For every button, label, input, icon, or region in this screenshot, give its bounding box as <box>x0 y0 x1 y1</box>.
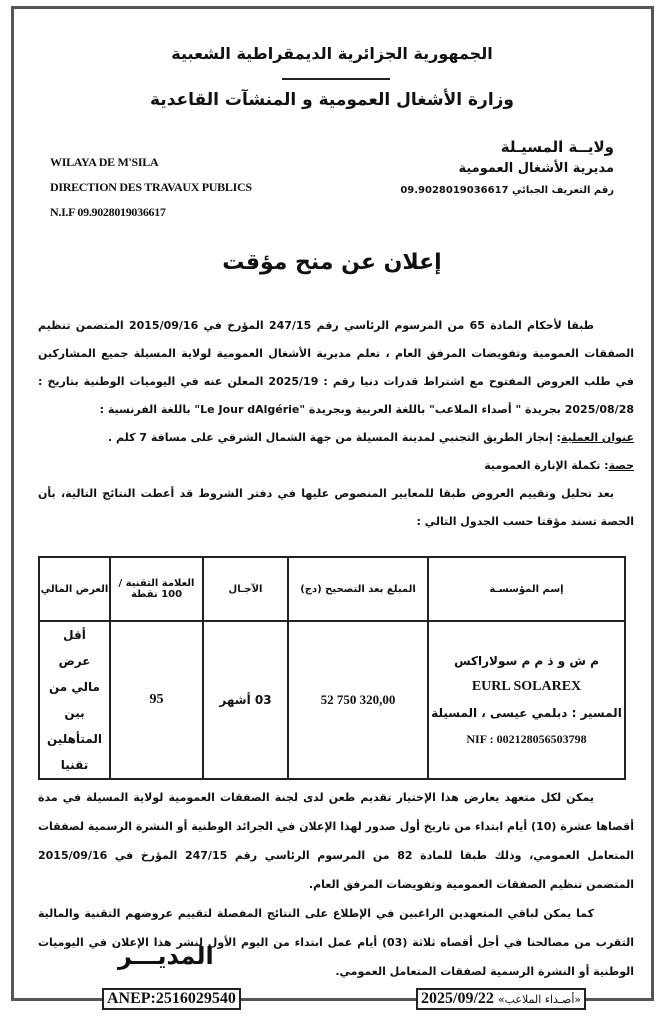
table-header-row <box>39 557 625 621</box>
header-score: العلامة التقنية / 100 نقطة <box>110 557 203 621</box>
nif-ar: رقم التعريف الجبائي 09.9028019036617 <box>400 185 614 196</box>
header-rule <box>282 78 390 80</box>
ministry-header: وزارة الأشغال العمومية و المنشآت القاعدية <box>150 90 514 110</box>
nif-fr: N.I.F 09.9028019036617 <box>50 205 166 219</box>
header-financial: العرض المالي <box>39 557 110 621</box>
french-letterhead <box>50 150 252 225</box>
delay-cell: 03 أشهر <box>203 621 288 779</box>
company-name-ar: م ش و ذ م م سولاراكس <box>454 654 599 668</box>
results-intro: بعد تحليل وتقييم العروض طبقا للمعايير المنصوص عليها في دفتر الشروط قد أعطت النتائج التالية، بأن الحصة تسند مؤقتا حسب الجدول التالي : <box>38 487 634 528</box>
operation-text: : إنجاز الطريق التجنبي لمدينة المسيلة من جهة الشمال الشرقي على مسافة 7 كلم . <box>107 431 561 444</box>
publication-stamp <box>416 988 586 1010</box>
company-nif: NIF : 002128056503798 <box>466 732 587 746</box>
intro-paragraph: طبقا لأحكام المادة 65 من المرسوم الرئاسي رقم 247/15 المؤرخ في 2015/09/16 المتضمن تنظيم الصفقات العمومية وتفويضات المرفق العام ، تعلم مديرية الأشغال العمومية لولاية المسيلة جميع المشاركين في طلب العروض المفتوح مع اشتراط قدرات دنيا رقم : 2025/19 المعلن عنه في اليوميات الوطنية بتاريخ : 2025/08/28 بجريدة " أصداء الملاعب" باللغة العربية وبجريدة "Le Jour dAlgérie" باللغة الفرنسية : <box>38 319 634 416</box>
publication-date: 2025/09/22 <box>421 990 494 1007</box>
republic-header: الجمهورية الجزائرية الديمقراطية الشعبية <box>171 44 493 63</box>
results-table <box>38 556 626 780</box>
arabic-letterhead <box>400 136 614 202</box>
director-signature: المديـــر <box>118 942 214 970</box>
lot-line <box>38 452 634 480</box>
operation-label: عنوان العملية <box>560 431 634 444</box>
lot-label: حصة <box>608 459 634 472</box>
wilaya-ar: ولايــة المسيـلة <box>500 138 614 156</box>
company-manager: المسير : دبلمي عيسى ، المسيلة <box>431 706 622 720</box>
score-cell: 95 <box>110 621 203 779</box>
direction-ar: مديرية الأشغال العمومية <box>458 161 614 176</box>
appeal-paragraph: يمكن لكل متعهد يعارض هذا الإختيار تقديم طعن لدى لجنة الصفقات العمومية لولاية المسيلة في مدة أقصاها عشرة (10) أيام ابتداء من تاريخ أول صدور لهذا الإعلان في الجرائد الوطنية أو النشرة الرسمية لصفقات المتعامل العمومي، وذلك طبقا للمادة 82 من المرسوم الرئاسي رقم 247/15 المؤرخ في 2015/09/16 المتضمن تنظيم الصفقات العمومية وتفويضات المرفق العام. <box>38 791 634 891</box>
consultation-paragraph: كما يمكن لباقي المتعهدين الراغبين في الإطلاع على النتائج المفصلة لتقييم عروضهم التقنية والمالية التقرب من مصالحنا في أجل أقصاه ثلاثة (03) أيام عمل ابتداء من اليوم الأول لنشر هذا الإعلان في اليوميات الوطنية أو النشرة الرسمية لصفقات المتعامل العمومي. <box>38 907 634 978</box>
header-amount: المبلغ بعد التصحيح (دج) <box>288 557 428 621</box>
intro-section <box>38 312 634 536</box>
anep-reference: ANEP:2516029540 <box>102 988 241 1010</box>
document-title: إعلان عن منح مؤقت <box>222 250 442 275</box>
newspaper-name: «أصـداء الملاعب» <box>497 993 582 1006</box>
table-row <box>39 621 625 779</box>
header-company: إسم المؤسسـة <box>428 557 625 621</box>
financial-cell: أقل عرض مالي من بين المتأهلين تقنيا <box>39 621 110 779</box>
amount-cell: 52 750 320,00 <box>288 621 428 779</box>
header-delay: الآجـال <box>203 557 288 621</box>
operation-line <box>38 424 634 452</box>
lot-text: : تكملة الإنارة العمومية <box>484 459 609 472</box>
company-cell <box>428 621 625 779</box>
wilaya-fr: WILAYA DE M'SILA <box>50 155 159 169</box>
company-name-fr: EURL SOLAREX <box>471 679 582 694</box>
direction-fr: DIRECTION DES TRAVAUX PUBLICS <box>50 180 252 194</box>
